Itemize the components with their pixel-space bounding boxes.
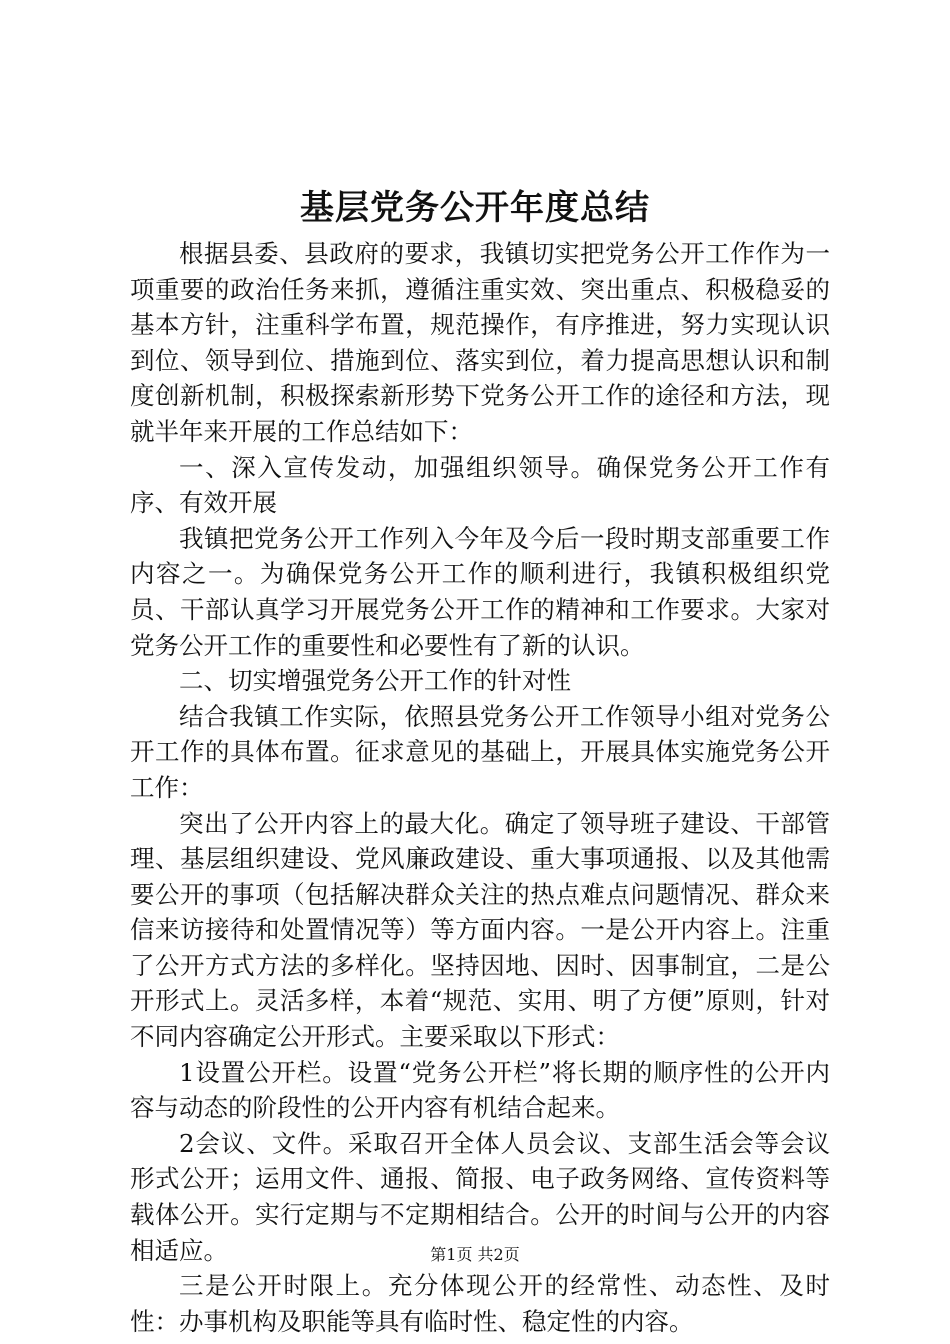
paragraph-section-1-heading: 一、深入宣传发动，加强组织领导。确保党务公开工作有序、有效开展 bbox=[130, 452, 830, 518]
paragraph-item-1: 1设置公开栏。设置“党务公开栏”将长期的顺序性的公开内容与动态的阶段性的公开内容有机结合起来。 bbox=[130, 1057, 830, 1123]
paragraph-content-highlights: 突出了公开内容上的最大化。确定了领导班子建设、干部管理、基层组织建设、党风廉政建设、重大事项通报、以及其他需要公开的事项（包括解决群众关注的热点难点问题情况、群众来信来访接待和处置情况等）等方面内容。一是公开内容上。注重了公开方式方法的多样化。坚持因地、因时、因事制宜，二是公开形式上。灵活多样，本着“规范、实用、明了方便”原则，针对不同内容确定公开形式。主要采取以下形式： bbox=[130, 808, 830, 1052]
page-number-footer: 第1页 共2页 bbox=[430, 1245, 520, 1264]
paragraph-item-3: 三是公开时限上。充分体现公开的经常性、动态性、及时性：办事机构及职能等具有临时性、稳定性的内容。 bbox=[130, 1271, 830, 1336]
paragraph-section-2-heading: 二、切实增强党务公开工作的针对性 bbox=[179, 666, 571, 696]
paragraph-section-2-body: 结合我镇工作实际，依照县党务公开工作领导小组对党务公开工作的具体布置。征求意见的基础上，开展具体实施党务公开工作： bbox=[130, 701, 830, 802]
paragraph-item-2: 2会议、文件。采取召开全体人员会议、支部生活会等会议形式公开；运用文件、通报、简报、电子政务网络、宣传资料等载体公开。实行定期与不定期相结合。公开的时间与公开的内容相适应。 bbox=[130, 1128, 830, 1265]
paragraph-intro: 根据县委、县政府的要求，我镇切实把党务公开工作作为一项重要的政治任务来抓，遵循注重实效、突出重点、积极稳妥的基本方针，注重科学布置，规范操作，有序推进，努力实现认识到位、领导到位、措施到位、落实到位，着力提高思想认识和制度创新机制，积极探索新形势下党务公开工作的途径和方法，现就半年来开展的工作总结如下： bbox=[130, 239, 830, 446]
document-body bbox=[130, 236, 830, 1339]
paragraph-section-1-body: 我镇把党务公开工作列入今年及今后一段时期支部重要工作内容之一。为确保党务公开工作的顺利进行，我镇积极组织党员、干部认真学习开展党务公开工作的精神和工作要求。大家对党务公开工作的重要性和必要性有了新的认识。 bbox=[130, 523, 830, 660]
document-title: 基层党务公开年度总结 bbox=[300, 188, 650, 228]
